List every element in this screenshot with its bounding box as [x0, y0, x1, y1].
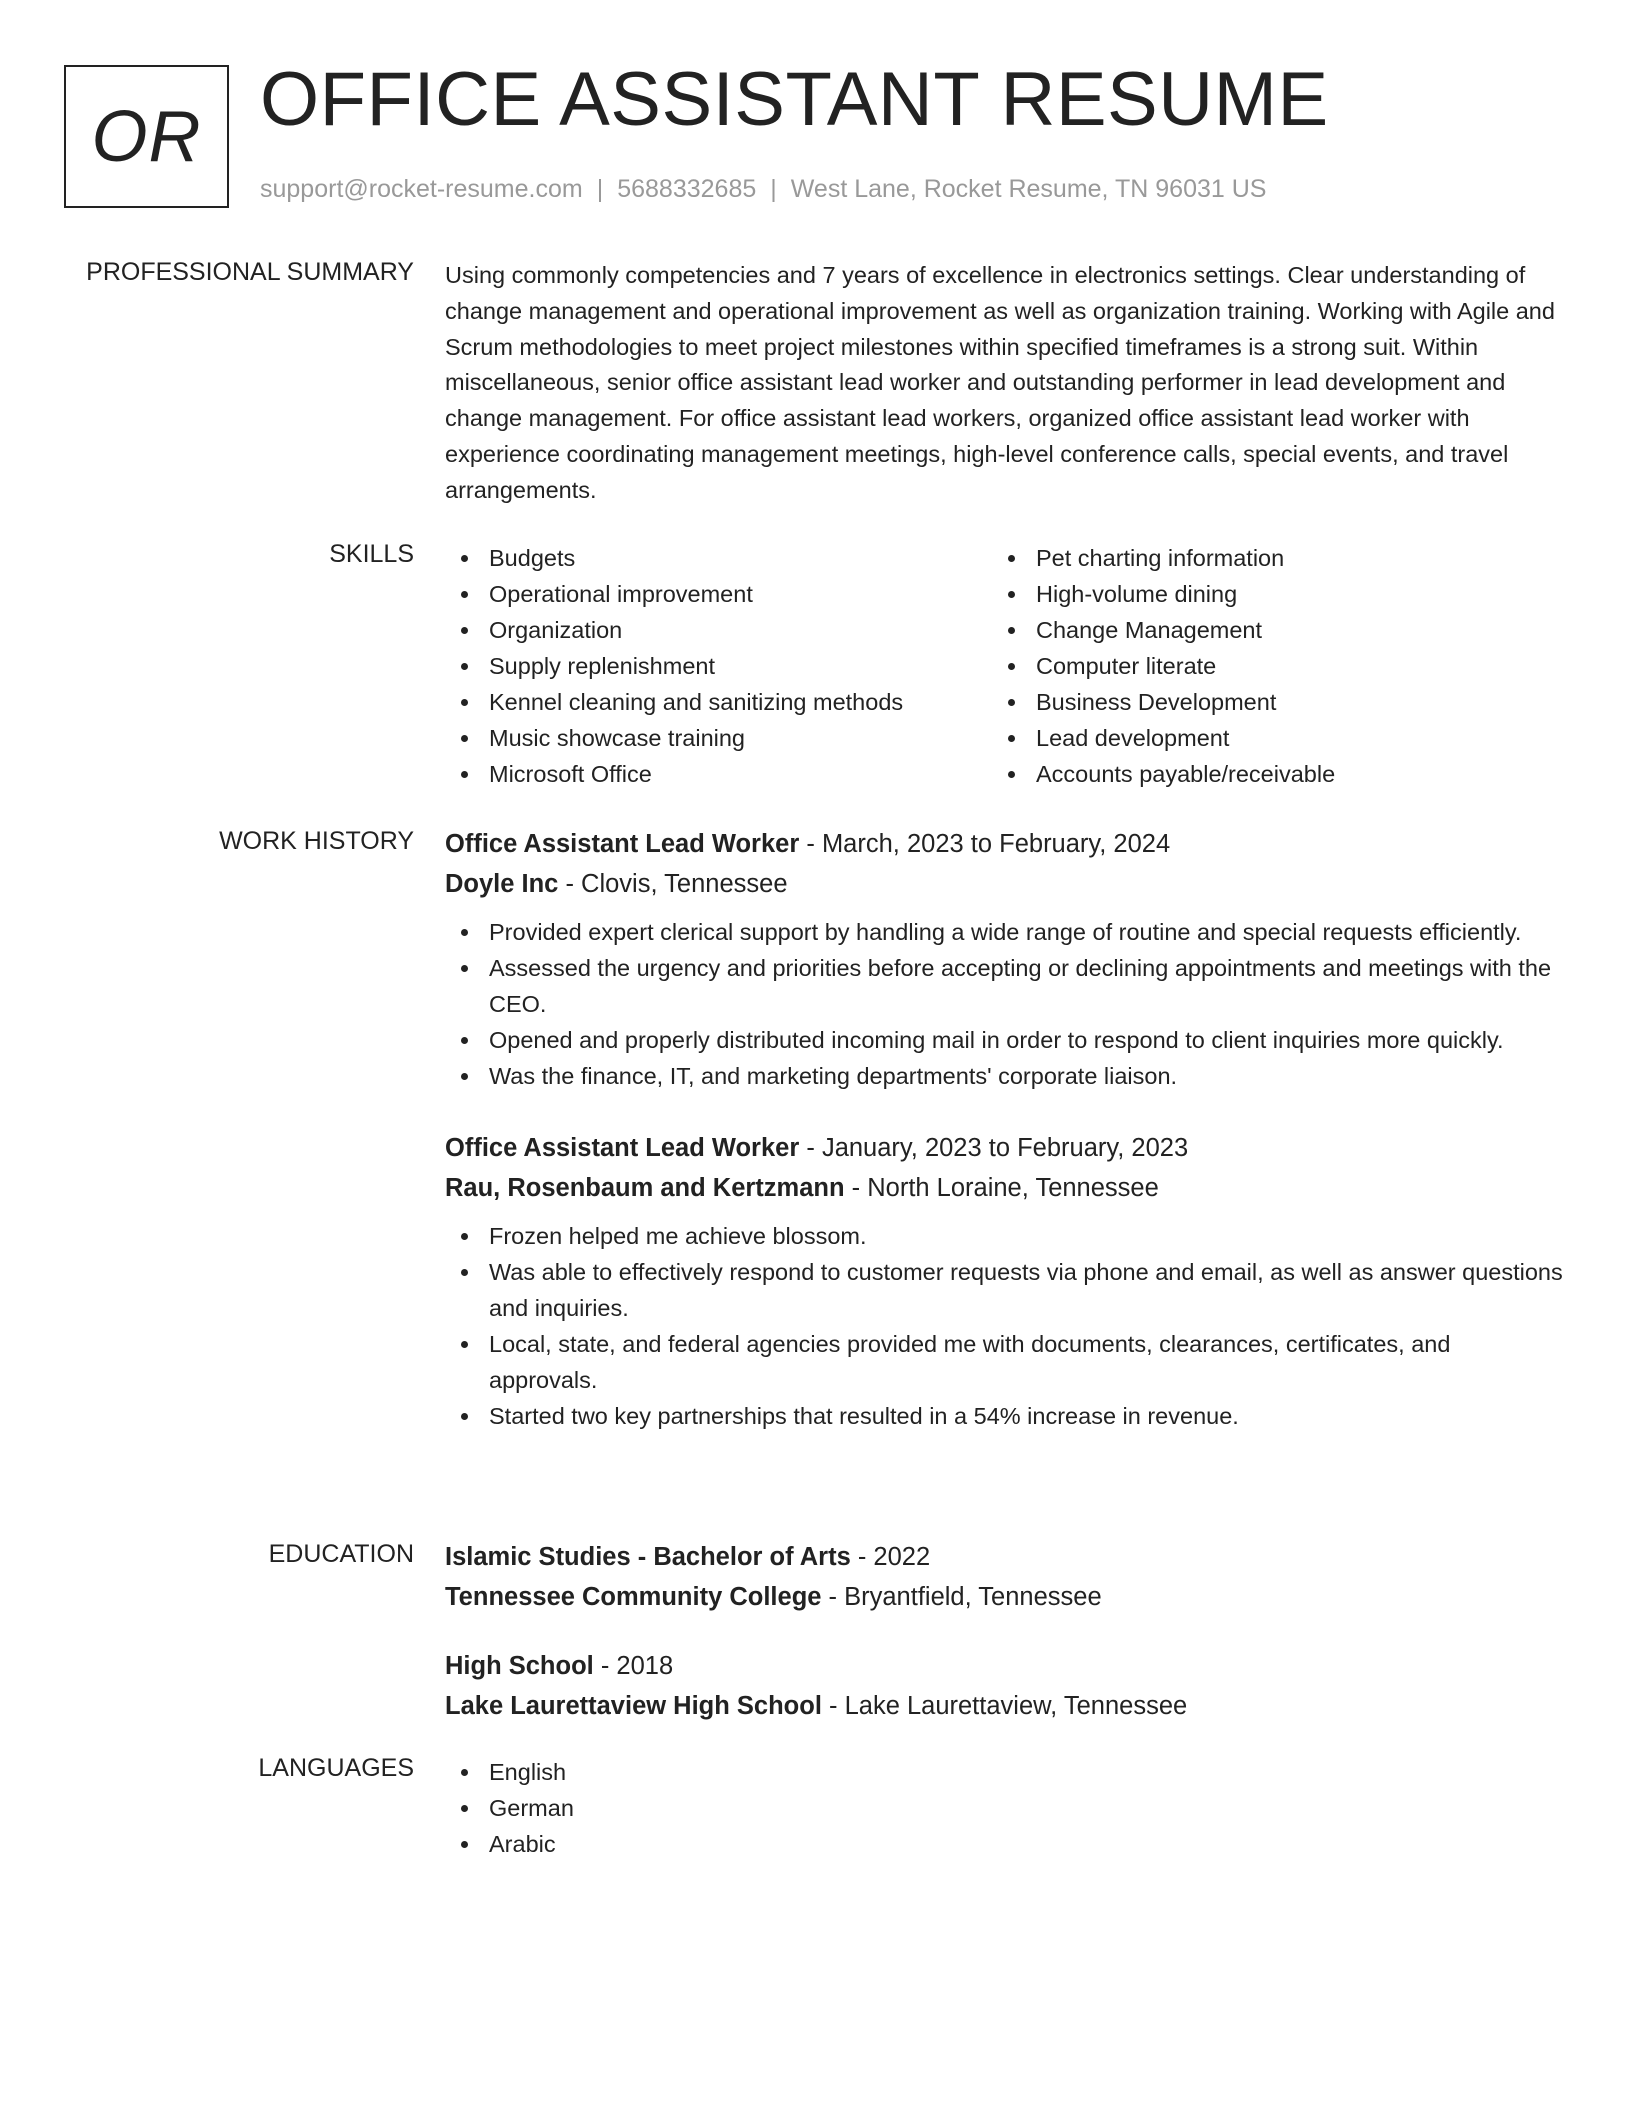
- skill-item: Operational improvement: [445, 576, 992, 612]
- job-duty: Opened and properly distributed incoming mail in order to respond to client inquiries more quickly.: [445, 1022, 1565, 1058]
- languages-list: [445, 1754, 1565, 1862]
- job-duty: Local, state, and federal agencies provided me with documents, clearances, certificates, and approvals.: [445, 1326, 1565, 1398]
- education-year: - 2022: [850, 1543, 931, 1571]
- contact-phone: 5688332685: [617, 175, 757, 203]
- education-label: EDUCATION: [268, 1540, 414, 1568]
- job-title-line: [445, 824, 1565, 864]
- job-duty: Was the finance, IT, and marketing departments' corporate liaison.: [445, 1058, 1565, 1094]
- education-degree-line: [445, 1537, 1565, 1577]
- education-school: Lake Laurettaview High School: [445, 1692, 822, 1720]
- skill-item: Budgets: [445, 540, 992, 576]
- education-entry: [445, 1646, 1565, 1726]
- job-duties-list: [445, 914, 1565, 1094]
- language-item: Arabic: [445, 1826, 1565, 1862]
- job-entry: [445, 1128, 1565, 1434]
- job-company-line: [445, 1168, 1565, 1208]
- skill-item: Computer literate: [992, 648, 1539, 684]
- contact-line: [260, 175, 1266, 204]
- contact-separator: |: [770, 175, 777, 203]
- skill-item: Music showcase training: [445, 720, 992, 756]
- education-degree-line: [445, 1646, 1565, 1686]
- education-year: - 2018: [593, 1652, 674, 1680]
- job-duties-list: [445, 1218, 1565, 1434]
- work-history-label: WORK HISTORY: [219, 827, 414, 855]
- languages-body: [445, 1754, 1565, 1862]
- job-duty: Frozen helped me achieve blossom.: [445, 1218, 1565, 1254]
- education-location: - Bryantfield, Tennessee: [821, 1583, 1102, 1611]
- skills-label: SKILLS: [329, 540, 414, 568]
- summary-text: Using commonly competencies and 7 years of excellence in electronics settings. Clear understanding of change management and operational improvement as well as organization training. Working with Agile and Scrum methodologies to meet project milestones within specified timeframes is a strong suit. Within miscellaneous, senior office assistant lead worker and outstanding performer in lead development and change management. For office assistant lead workers, organized office assistant lead worker with experience coordinating management meetings, high-level conference calls, special events, and travel arrangements.: [445, 262, 1555, 503]
- summary-label: PROFESSIONAL SUMMARY: [86, 258, 414, 286]
- monogram-initials: OR: [91, 96, 202, 177]
- education-degree: High School: [445, 1652, 594, 1680]
- job-duty: Was able to effectively respond to customer requests via phone and email, as well as answer questions and inquiries.: [445, 1254, 1565, 1326]
- job-company: Doyle Inc: [445, 870, 559, 898]
- work-history-body: [445, 824, 1565, 1434]
- language-item: German: [445, 1790, 1565, 1826]
- education-school-line: [445, 1577, 1565, 1617]
- job-title: Office Assistant Lead Worker: [445, 830, 800, 858]
- education-entry: [445, 1537, 1565, 1617]
- resume-title: OFFICE ASSISTANT RESUME: [260, 57, 1329, 142]
- contact-email: support@rocket-resume.com: [260, 175, 583, 203]
- job-title: Office Assistant Lead Worker: [445, 1134, 800, 1162]
- skill-item: Organization: [445, 612, 992, 648]
- skills-right-list: [992, 540, 1539, 792]
- job-company-line: [445, 864, 1565, 904]
- job-company: Rau, Rosenbaum and Kertzmann: [445, 1174, 845, 1202]
- job-location: - North Loraine, Tennessee: [844, 1174, 1159, 1202]
- education-location: - Lake Laurettaview, Tennessee: [821, 1692, 1188, 1720]
- job-location: - Clovis, Tennessee: [558, 870, 788, 898]
- contact-address: West Lane, Rocket Resume, TN 96031 US: [790, 175, 1267, 203]
- skill-item: Business Development: [992, 684, 1539, 720]
- language-item: English: [445, 1754, 1565, 1790]
- skill-item: Kennel cleaning and sanitizing methods: [445, 684, 992, 720]
- skill-item: Microsoft Office: [445, 756, 992, 792]
- job-duty: Assessed the urgency and priorities before accepting or declining appointments and meetings with the CEO.: [445, 950, 1565, 1022]
- education-school: Tennessee Community College: [445, 1583, 822, 1611]
- job-title-line: [445, 1128, 1565, 1168]
- monogram-box: [64, 65, 229, 208]
- contact-separator: |: [596, 175, 604, 203]
- job-entry: [445, 824, 1565, 1094]
- skill-item: Lead development: [992, 720, 1539, 756]
- skills-left-list: [445, 540, 992, 792]
- skill-item: Pet charting information: [992, 540, 1539, 576]
- job-dates: - January, 2023 to February, 2023: [799, 1134, 1189, 1162]
- skill-item: Accounts payable/receivable: [992, 756, 1539, 792]
- skill-item: Change Management: [992, 612, 1539, 648]
- education-body: [445, 1537, 1565, 1726]
- education-school-line: [445, 1686, 1565, 1726]
- job-duty: Started two key partnerships that resulted in a 54% increase in revenue.: [445, 1398, 1565, 1434]
- job-duty: Provided expert clerical support by handling a wide range of routine and special requests efficiently.: [445, 914, 1565, 950]
- job-dates: - March, 2023 to February, 2024: [799, 830, 1171, 858]
- skills-body: [445, 540, 1565, 792]
- languages-label: LANGUAGES: [258, 1754, 414, 1782]
- skills-grid: [445, 540, 1565, 792]
- skill-item: High-volume dining: [992, 576, 1539, 612]
- education-degree: Islamic Studies - Bachelor of Arts: [445, 1543, 851, 1571]
- skill-item: Supply replenishment: [445, 648, 992, 684]
